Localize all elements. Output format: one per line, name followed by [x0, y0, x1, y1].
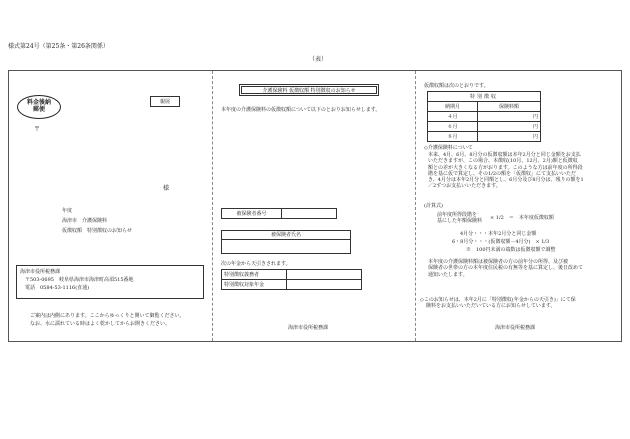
insured-name-box: [221, 230, 351, 254]
section3-line: 険料をお支払いいただいている方にお知らせしています。: [426, 303, 556, 310]
row-amount: 円: [478, 132, 541, 142]
postage-stamp: [17, 95, 61, 119]
pension-row-value: [287, 280, 362, 290]
section3-line: ◇このお知らせは、本年2月に「特別徴収(年金からの天引き)」にて保: [420, 297, 576, 303]
left-notice-title: 仮徴収額 特別徴収のお知らせ: [62, 228, 132, 234]
middle-footer: 海津市役所税務課: [288, 325, 329, 331]
calc-line1b: 基にした年額保険料: [437, 218, 483, 224]
year-label: 年度: [62, 208, 73, 214]
title-box-outer: [239, 84, 379, 96]
col-amount-header: 保険料額: [478, 102, 541, 112]
stamp-line2: 郵便: [32, 106, 45, 113]
sender-box: [16, 265, 204, 299]
section1-body: [428, 152, 584, 190]
fold-line-right: [415, 71, 416, 341]
row-month: ４月: [428, 112, 478, 122]
fold-line-left: [212, 71, 213, 341]
city-line: 海津市 介護保険料: [62, 218, 108, 224]
insured-number-table: [221, 208, 337, 219]
insured-number-label: 被保険者番号: [222, 209, 282, 219]
stamp-line1: 料金後納: [26, 99, 51, 107]
confidential-box: 親展: [150, 96, 180, 107]
calc-line3: 6・8月分・・・(仮徴収額－4月分) × 1/3: [452, 239, 550, 245]
section3-body: [420, 297, 576, 310]
right-footer: 海津市役所税務課: [495, 325, 536, 331]
honorific: 様: [163, 185, 170, 192]
row-amount: 円: [478, 122, 541, 132]
section2-body: [428, 259, 583, 278]
table-row: [428, 132, 541, 142]
amount-table: [427, 91, 541, 142]
insured-number-value: [282, 209, 337, 219]
section2-line: 通知いたします。: [428, 271, 468, 278]
office-name: 海津市役所税務課: [20, 269, 61, 275]
section1-title: ◇介護保険料について: [424, 145, 473, 151]
col-month-header: 納期月: [428, 102, 478, 112]
table-row: [428, 112, 541, 122]
section1-line: いただきますが、この場合、本徴収(10月、12月、2月)額と仮徴収: [428, 158, 578, 165]
amount-table-title: 特別徴収: [428, 92, 541, 102]
calc-multiplier: × 1/2 ＝ 本年度仮徴収額: [490, 215, 554, 221]
calc-line2: 4月分・・・本年2月分と同じ金額: [460, 231, 537, 237]
calc-title: (計算式): [424, 203, 443, 209]
section1-line: ／2ずつお支払いいただきます。: [428, 183, 501, 190]
right-intro: 仮徴収額は次のとおりです。: [424, 83, 489, 89]
pension-intro: 次の年金から天引きされます。: [221, 261, 291, 267]
postal-mark: 〒: [34, 126, 41, 133]
middle-title: 介護保険料 仮徴収額 特別徴収のお知らせ: [241, 86, 377, 94]
calc-note: ※ 100円未満の端数は仮徴収額で調整: [466, 247, 556, 253]
pension-row-value: [287, 270, 362, 280]
table-row: [428, 122, 541, 132]
office-address: 〒503-0695 岐阜県海津市海津町高須515番地: [25, 277, 134, 283]
section2-line: 本年度の介護保険料額は被保険者の方の前年分の所得、及び被: [428, 259, 569, 265]
side-label: （表）: [309, 56, 328, 63]
section2-line: 保険者の世帯の方の本年度住民税の有無等を基に算定し、後日改めて: [428, 265, 584, 272]
pension-row-label: 特別徴収義務者: [222, 270, 287, 280]
form-number: 様式第24号（第25条・第26条関係）: [8, 43, 109, 50]
footer-line2: なお、水に濡れている時はよく乾かしてからお開きください。: [30, 321, 171, 327]
section1-line: 階を基に仮で算定し、その1/2の額を「仮徴収」にて支払いいただ: [428, 170, 577, 177]
row-month: ６月: [428, 122, 478, 132]
row-amount: 円: [478, 112, 541, 122]
pension-row-label: 特別徴収対象年金: [222, 280, 287, 290]
pension-table: [221, 269, 362, 290]
office-phone: 電話 0584-53-1116(直通): [25, 285, 90, 291]
section1-line: 本来、4月、6月、8月分の仮徴収額は本年2月分と同じ金額をお支払: [428, 152, 581, 158]
section1-line: き、4月分は本年2月分と同額とし、6月分及び8月分は、残りの額を1: [428, 177, 584, 183]
middle-intro: 本年度の介護保険料の仮徴収額について以下のとおりお知らせします。: [221, 107, 381, 113]
row-month: ８月: [428, 132, 478, 142]
calc-line1a: 前年度所得段階を: [437, 212, 478, 218]
footer-line1: ご案内は内側にあります。ここからゆっくりと開いて御覧ください。: [30, 313, 185, 319]
insured-name-label: 被保険者氏名: [222, 231, 350, 240]
section1-line: 額との差が大きくなる方がおります。このような方は前年度の所得段: [428, 164, 583, 171]
